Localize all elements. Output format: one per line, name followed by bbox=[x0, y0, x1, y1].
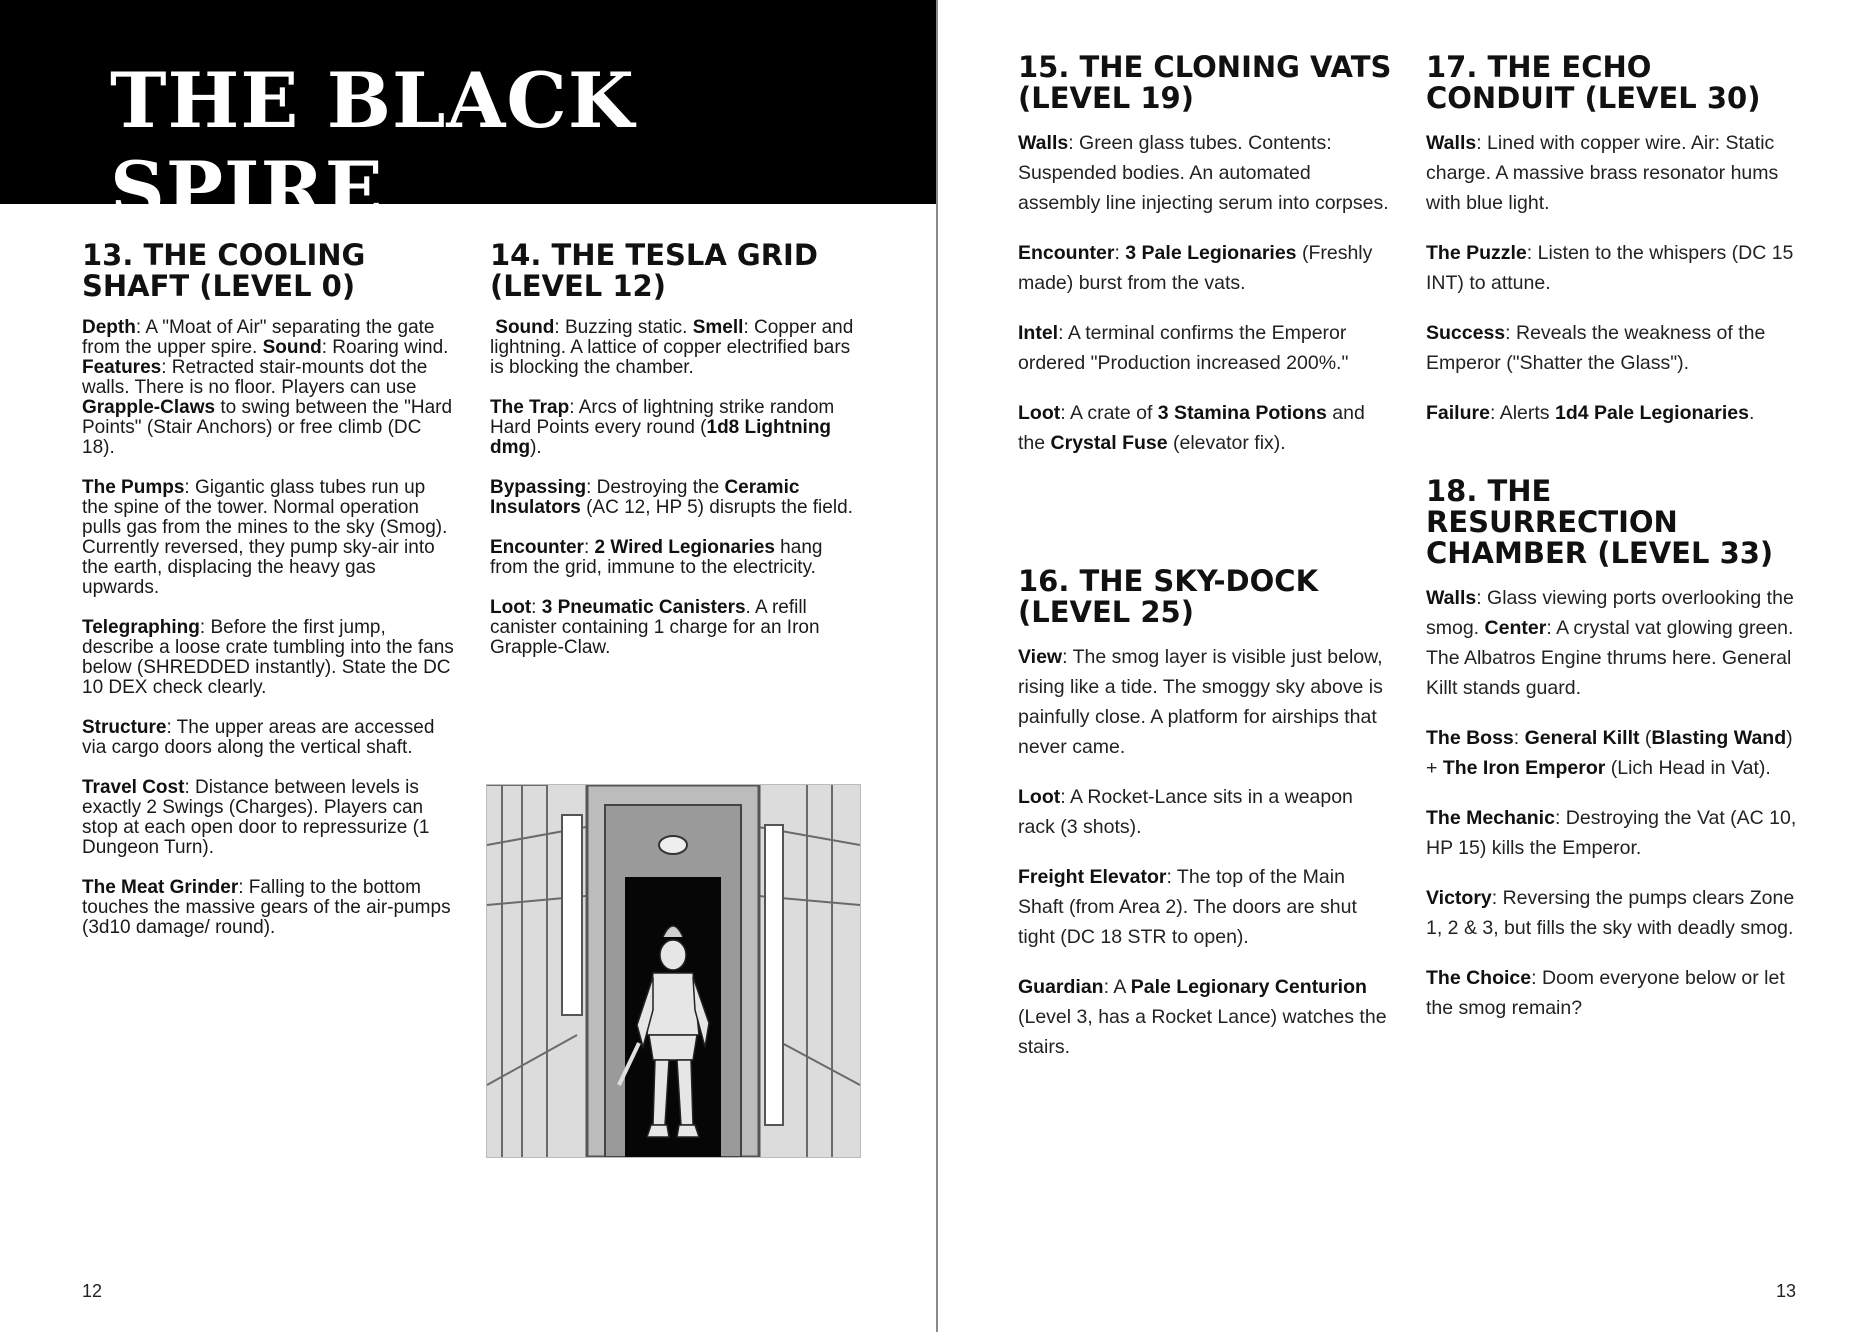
s14-trap: The Trap: Arcs of lightning strike random Hard Points every round (1d8 Lightning dmg). bbox=[490, 397, 835, 458]
s15-intel: Intel: A terminal confirms the Emperor ordered "Production increased 200%." bbox=[1018, 322, 1349, 374]
s18-walls: Walls: Glass viewing ports overlooking the smog. Center: A crystal vat glowing green. The Albatros Engine thrums here. General Killt stands guard. bbox=[1426, 587, 1794, 699]
s18-boss: The Boss: General Killt (Blasting Wand) + The Iron Emperor (Lich Head in Vat). bbox=[1426, 727, 1793, 779]
s16-loot: Loot: A Rocket-Lance sits in a weapon rack (3 shots). bbox=[1018, 786, 1353, 838]
s17-success: Success: Reveals the weakness of the Emperor ("Shatter the Glass"). bbox=[1426, 322, 1766, 374]
section-14-heading: 14. THE TESLA GRID (LEVEL 12) bbox=[490, 238, 818, 303]
section-17 bbox=[1426, 52, 1798, 448]
s13-depth: Depth: A "Moat of Air" separating the gate from the upper spire. Sound: Roaring wind. Features: Retracted stair-mounts dot the walls. There is no floor. Players can use Grapple-Claws to swing between the "Hard Points" (Stair Anchors) or free climb (DC 18). bbox=[82, 317, 453, 458]
s18-choice: The Choice: Doom everyone below or let the smog remain? bbox=[1426, 967, 1785, 1019]
section-15 bbox=[1018, 52, 1393, 478]
section-16-heading: 16. THE SKY-DOCK (LEVEL 25) bbox=[1018, 564, 1319, 629]
s13-structure: Structure: The upper areas are accessed via cargo doors along the vertical shaft. bbox=[82, 717, 435, 758]
s16-guardian: Guardian: A Pale Legionary Centurion (Level 3, has a Rocket Lance) watches the stairs. bbox=[1018, 976, 1387, 1058]
section-18 bbox=[1426, 476, 1798, 1043]
s15-loot: Loot: A crate of 3 Stamina Potions and the Crystal Fuse (elevator fix). bbox=[1018, 402, 1365, 454]
section-18-heading: 18. THE RESURRECTION CHAMBER (LEVEL 33) bbox=[1426, 474, 1774, 570]
page-number-right: 13 bbox=[1776, 1281, 1797, 1301]
title-banner bbox=[0, 0, 936, 234]
page-number-left: 12 bbox=[82, 1281, 103, 1301]
s15-encounter: Encounter: 3 Pale Legionaries (Freshly made) burst from the vats. bbox=[1018, 242, 1373, 294]
section-13-heading: 13. THE COOLING SHAFT (LEVEL 0) bbox=[82, 238, 366, 303]
s13-pumps: The Pumps: Gigantic glass tubes run up the spine of the tower. Normal operation pulls gas from the mines to the sky (Smog). Currently reversed, they pump sky-air into the earth, displacing the heavy gas upwards. bbox=[82, 477, 448, 598]
legionary-illustration bbox=[486, 784, 861, 1158]
section-14 bbox=[490, 240, 860, 678]
s13-telegraphing: Telegraphing: Before the first jump, describe a loose crate tumbling into the fans below (SHREDDED instantly). State the DC 10 DEX check clearly. bbox=[82, 617, 454, 698]
s18-mechanic: The Mechanic: Destroying the Vat (AC 10, HP 15) kills the Emperor. bbox=[1426, 807, 1797, 859]
section-16 bbox=[1018, 566, 1393, 1082]
section-13 bbox=[82, 240, 454, 958]
section-17-heading: 17. THE ECHO CONDUIT (LEVEL 30) bbox=[1426, 50, 1761, 115]
s17-walls: Walls: Lined with copper wire. Air: Static charge. A massive brass resonator hums with blue light. bbox=[1426, 132, 1779, 214]
section-15-heading: 15. THE CLONING VATS (LEVEL 19) bbox=[1018, 50, 1392, 115]
s17-failure: Failure: Alerts 1d4 Pale Legionaries. bbox=[1426, 402, 1755, 424]
s17-puzzle: The Puzzle: Listen to the whispers (DC 15 INT) to attune. bbox=[1426, 242, 1794, 294]
s15-walls: Walls: Green glass tubes. Contents: Suspended bodies. An automated assembly line injecting serum into corpses. bbox=[1018, 132, 1389, 214]
legionary-art-icon bbox=[487, 785, 860, 1157]
s13-travel-cost: Travel Cost: Distance between levels is exactly 2 Swings (Charges). Players can stop at each open door to repressurize (1 Dungeon Turn). bbox=[82, 777, 430, 858]
right-page bbox=[938, 0, 1875, 1332]
s13-meat-grinder: The Meat Grinder: Falling to the bottom touches the massive gears of the air-pumps (3d10 damage/ round). bbox=[82, 877, 451, 938]
s14-encounter: Encounter: 2 Wired Legionaries hang from the grid, immune to the electricity. bbox=[490, 537, 823, 578]
page-title: THE BLACK SPIRE bbox=[110, 56, 635, 234]
s14-loot: Loot: 3 Pneumatic Canisters. A refill canister containing 1 charge for an Iron Grapple-Claw. bbox=[490, 597, 820, 658]
s14-bypassing: Bypassing: Destroying the Ceramic Insulators (AC 12, HP 5) disrupts the field. bbox=[490, 477, 853, 518]
s16-freight-elevator: Freight Elevator: The top of the Main Shaft (from Area 2). The doors are shut tight (DC 18 STR to open). bbox=[1018, 866, 1357, 948]
s16-view: View: The smog layer is visible just below, rising like a tide. The smoggy sky above is painfully close. A platform for airships that never came. bbox=[1018, 646, 1383, 758]
s14-sound: Sound: Buzzing static. Smell: Copper and lightning. A lattice of copper electrified bars is blocking the chamber. bbox=[490, 317, 854, 378]
s18-victory: Victory: Reversing the pumps clears Zone 1, 2 & 3, but fills the sky with deadly smog. bbox=[1426, 887, 1795, 939]
